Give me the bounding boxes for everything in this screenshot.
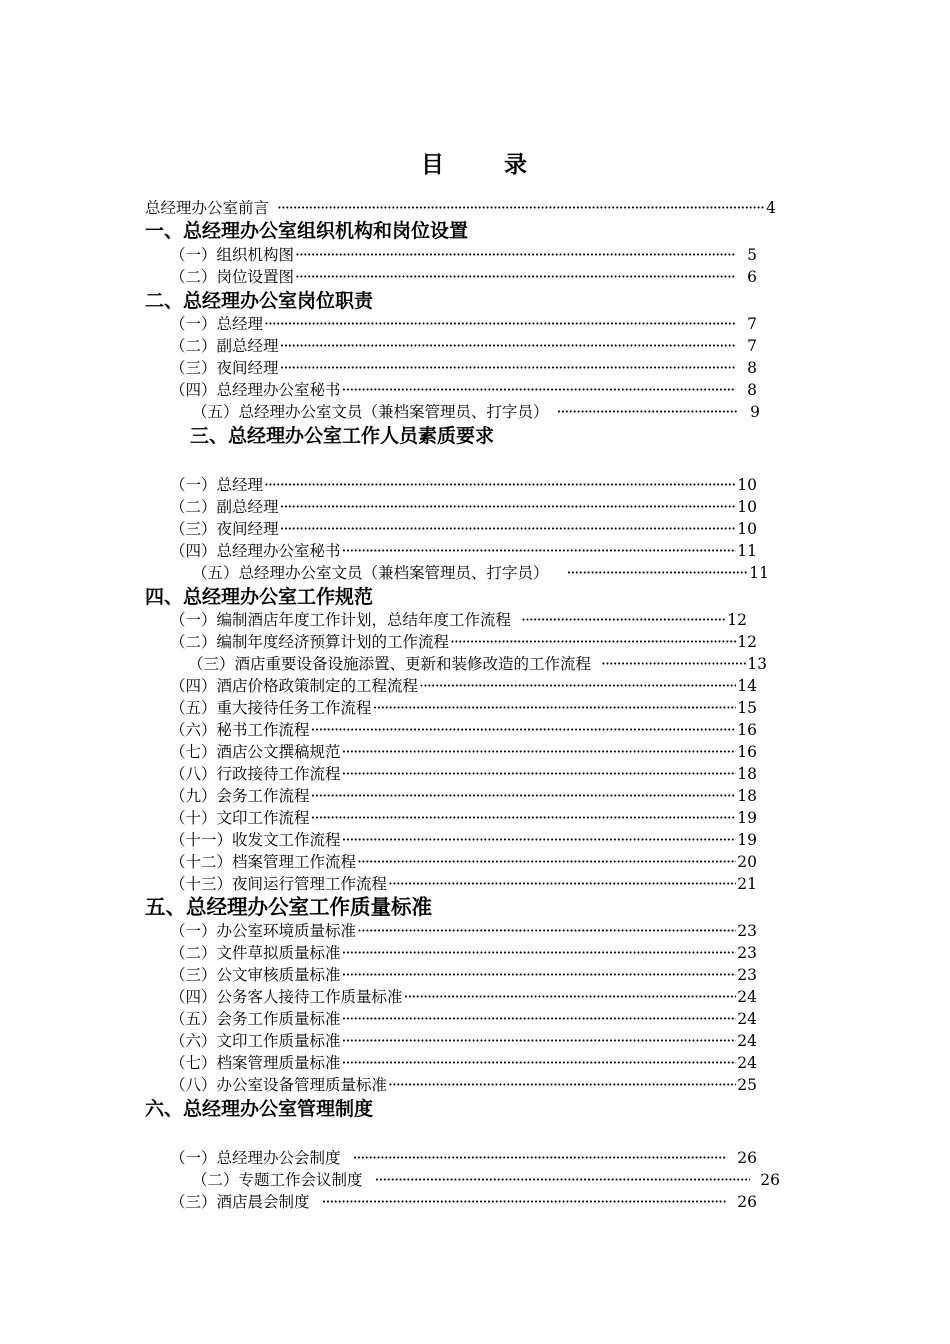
toc-entry-label: （十三）夜间运行管理工作流程 [170,875,388,893]
page-title [0,146,950,179]
toc-entry-foreword[interactable] [145,197,776,219]
toc-entry-label: （六）文印工作质量标准 [170,1032,341,1050]
toc-entry-label: （六）秘书工作流程 [170,721,310,739]
toc-entry-label: （一）总经理 [170,476,264,494]
toc-entry-label: （三）酒店重要设备设施添置、更新和装修改造的工作流程 [188,655,592,673]
dot-leader [342,829,737,851]
toc-entry-page: 18 [737,765,757,783]
toc-entry-label: （八）办公室设备管理质量标准 [170,1076,388,1094]
toc-entry[interactable] [170,379,757,401]
dot-leader [342,1052,737,1074]
toc-entry[interactable] [170,335,757,357]
toc-entry[interactable] [170,357,757,379]
dot-leader [280,496,737,518]
toc-entry-label: （十）文印工作流程 [170,809,310,827]
toc-entry-label: （五）总经理办公室文员（兼档案管理员、打字员） [192,564,549,582]
dot-leader [342,942,737,964]
toc-entry[interactable] [192,401,760,423]
toc-entry[interactable] [170,763,757,785]
toc-entry[interactable] [170,244,757,266]
toc-entry[interactable] [170,631,757,653]
toc-entry[interactable] [170,1147,757,1169]
toc-entry[interactable] [170,964,757,986]
toc-entry-label: （二）岗位设置图 [170,268,295,286]
toc-entry-label: （四）酒店价格政策制定的工程流程 [170,677,419,695]
dot-leader [342,1008,737,1030]
dot-leader [404,986,737,1008]
toc-entry[interactable] [170,675,757,697]
toc-entry-label: （二）副总经理 [170,337,279,355]
title-char-1: 目 [421,152,446,178]
toc-entry-label: （二）专题工作会议制度 [192,1171,363,1189]
toc-entry[interactable] [170,474,757,496]
section-heading-5: 五、总经理办公室工作质量标准 [145,895,432,919]
toc-entry-page: 24 [737,988,757,1006]
toc-entry-page: 23 [737,922,757,940]
dot-leader [353,1147,728,1169]
toc-entry[interactable] [170,540,757,562]
toc-entry-page: 4 [766,199,776,217]
dot-leader [419,675,736,697]
dot-leader [342,1030,737,1052]
dot-leader [277,197,765,219]
toc-entry-label: （一）编制酒店年度工作计划，总结年度工作流程 [170,611,512,629]
dot-leader [264,474,736,496]
dot-leader [311,719,737,741]
toc-entry-page: 18 [737,787,757,805]
toc-entry-page: 12 [727,611,747,629]
toc-entry-label: （五）总经理办公室文员（兼档案管理员、打字员） [192,403,549,421]
toc-entry[interactable] [170,1074,757,1096]
toc-entry[interactable] [188,653,767,675]
toc-entry-page: 11 [749,564,769,582]
toc-entry-label: （一）总经理 [170,315,264,333]
toc-entry-page: 5 [747,246,757,264]
dot-leader [567,562,749,584]
dot-leader [264,313,735,335]
toc-entry-label: （七）酒店公文撰稿规范 [170,743,341,761]
toc-entry-label: 总经理办公室前言 [145,199,270,217]
toc-entry[interactable] [170,851,757,873]
toc-entry-page: 9 [750,403,760,421]
toc-entry-page: 23 [737,966,757,984]
toc-entry-page: 20 [737,853,757,871]
toc-entry[interactable] [192,562,769,584]
toc-entry-page: 24 [737,1010,757,1028]
toc-entry-page: 15 [737,699,757,717]
toc-entry-label: （三）夜间经理 [170,359,279,377]
dot-leader [342,540,737,562]
toc-entry[interactable] [170,785,757,807]
toc-entry[interactable] [170,1052,757,1074]
toc-entry-page: 14 [737,677,757,695]
toc-entry-page: 13 [747,655,767,673]
toc-entry-label: （七）档案管理质量标准 [170,1054,341,1072]
toc-entry-page: 26 [760,1171,780,1189]
toc-entry[interactable] [170,496,757,518]
toc-entry[interactable] [170,1191,757,1213]
toc-entry[interactable] [170,807,757,829]
toc-entry[interactable] [170,986,757,1008]
toc-entry-label: （二）副总经理 [170,498,279,516]
toc-entry-label: （四）公务客人接待工作质量标准 [170,988,403,1006]
dot-leader [342,379,736,401]
dot-leader [280,518,737,540]
dot-leader [311,785,737,807]
dot-leader [295,244,735,266]
toc-entry-page: 8 [747,381,757,399]
toc-entry-label: （五）重大接待任务工作流程 [170,699,372,717]
dot-leader [521,609,726,631]
toc-entry-label: （二）编制年度经济预算计划的工作流程 [170,633,450,651]
dot-leader [322,1191,728,1213]
toc-entry-page: 24 [737,1054,757,1072]
toc-entry-page: 23 [737,944,757,962]
toc-entry-page: 10 [737,520,757,538]
toc-entry-label: （一）总经理办公会制度 [170,1149,341,1167]
toc-entry-page: 6 [747,268,757,286]
toc-entry-page: 25 [737,1076,757,1094]
section-heading-3: 三、总经理办公室工作人员素质要求 [190,425,495,447]
dot-leader [450,631,736,653]
toc-entry-label: （一）办公室环境质量标准 [170,922,357,940]
dot-leader [342,964,737,986]
dot-leader [280,335,736,357]
toc-entry[interactable] [170,697,757,719]
toc-entry-page: 10 [737,476,757,494]
dot-leader [357,920,736,942]
toc-entry-page: 16 [737,743,757,761]
section-heading-4: 四、总经理办公室工作规范 [145,586,374,608]
toc-entry-label: （一）组织机构图 [170,246,295,264]
section-heading-2: 二、总经理办公室岗位职责 [145,290,374,312]
toc-entry-label: （三）酒店晨会制度 [170,1193,310,1211]
toc-entry[interactable] [192,1169,780,1191]
dot-leader [373,697,737,719]
title-char-2: 录 [504,152,529,178]
dot-leader [388,873,736,895]
dot-leader [342,763,737,785]
toc-entry-label: （八）行政接待工作流程 [170,765,341,783]
toc-entry-page: 7 [747,337,757,355]
toc-entry-page: 24 [737,1032,757,1050]
toc-entry-page: 8 [747,359,757,377]
dot-leader [295,266,735,288]
toc-entry[interactable] [170,518,757,540]
toc-entry-label: （五）会务工作质量标准 [170,1010,341,1028]
toc-entry-page: 21 [737,875,757,893]
toc-entry[interactable] [170,313,757,335]
toc-entry-label: （三）夜间经理 [170,520,279,538]
toc-entry-page: 26 [737,1193,757,1211]
toc-entry-label: （四）总经理办公室秘书 [170,381,341,399]
toc-entry[interactable] [170,1008,757,1030]
toc-entry-page: 19 [737,831,757,849]
dot-leader [388,1074,736,1096]
toc-entry[interactable] [170,1030,757,1052]
toc-entry[interactable] [170,266,757,288]
dot-leader [357,851,736,873]
toc-entry[interactable] [170,609,747,631]
dot-leader [311,807,737,829]
toc-entry-page: 7 [747,315,757,333]
toc-entry-label: （九）会务工作流程 [170,787,310,805]
toc-entry-page: 26 [737,1149,757,1167]
toc-entry-page: 16 [737,721,757,739]
toc-entry-page: 12 [737,633,757,651]
toc-entry-label: （三）公文审核质量标准 [170,966,341,984]
toc-entry-label: （四）总经理办公室秘书 [170,542,341,560]
toc-entry[interactable] [170,719,757,741]
dot-leader [375,1169,751,1191]
toc-entry[interactable] [170,829,757,851]
toc-entry[interactable] [170,942,757,964]
toc-entry-label: （二）文件草拟质量标准 [170,944,341,962]
toc-entry-label: （十二）档案管理工作流程 [170,853,357,871]
toc-entry-label: （十一）收发文工作流程 [170,831,341,849]
dot-leader [601,653,746,675]
toc-entry-page: 19 [737,809,757,827]
section-heading-1: 一、总经理办公室组织机构和岗位设置 [145,220,469,242]
toc-entry-page: 11 [737,542,757,560]
dot-leader [342,741,737,763]
toc-entry[interactable] [170,873,757,895]
toc-entry[interactable] [170,920,757,942]
toc-entry[interactable] [170,741,757,763]
dot-leader [557,401,739,423]
section-heading-6: 六、总经理办公室管理制度 [145,1098,374,1120]
dot-leader [280,357,736,379]
toc-entry-page: 10 [737,498,757,516]
